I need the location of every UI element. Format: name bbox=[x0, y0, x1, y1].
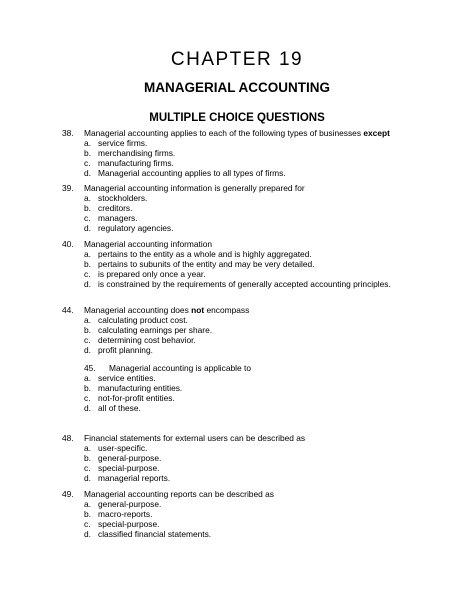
option-b: b. manufacturing entities. bbox=[84, 383, 183, 394]
option-b: b. merchandising firms. bbox=[84, 148, 176, 159]
option-d: d. all of these. bbox=[84, 402, 141, 413]
question-number: 49. bbox=[62, 489, 74, 499]
question-38 bbox=[0, 129, 474, 178]
option-b: b. macro-reports. bbox=[84, 509, 153, 520]
option-d: d. regulatory agencies. bbox=[84, 222, 174, 233]
option-b: b. calculating earnings per share. bbox=[84, 325, 213, 336]
option-a: a. user-specific. bbox=[84, 443, 148, 454]
question-stem: Managerial accounting does not encompass bbox=[84, 305, 250, 315]
option-b: b. general-purpose. bbox=[84, 453, 162, 464]
section-heading: MULTIPLE CHOICE QUESTIONS bbox=[149, 112, 325, 124]
option-d: d. managerial reports. bbox=[84, 472, 171, 483]
chapter-title: CHAPTER 19 bbox=[170, 49, 304, 70]
question-number: 38. bbox=[62, 128, 74, 138]
question-49 bbox=[0, 490, 474, 539]
question-stem: Managerial accounting information bbox=[84, 239, 213, 249]
option-a: a. service entities. bbox=[84, 373, 156, 384]
option-a: a. pertains to the entity as a whole and is highly aggregated. bbox=[84, 249, 312, 260]
option-a: a. general-purpose. bbox=[84, 499, 162, 510]
option-b: b. creditors. bbox=[84, 203, 133, 214]
option-c: c. not-for-profit entities. bbox=[84, 392, 175, 403]
option-a: a. stockholders. bbox=[84, 193, 148, 204]
question-48 bbox=[0, 434, 474, 483]
question-40 bbox=[0, 240, 474, 289]
option-c: c. special-purpose. bbox=[84, 518, 160, 529]
question-stem: Managerial accounting information is generally prepared for bbox=[84, 183, 305, 193]
question-stem: Managerial accounting applies to each of the following types of businesses except bbox=[84, 128, 390, 138]
option-c: c. manufacturing firms. bbox=[84, 157, 174, 168]
question-number: 39. bbox=[62, 183, 74, 193]
question-number: 40. bbox=[62, 239, 74, 249]
question-39 bbox=[0, 184, 474, 233]
question-stem: Managerial accounting reports can be described as bbox=[84, 489, 274, 499]
option-c: c. is prepared only once a year. bbox=[84, 268, 206, 279]
chapter-subtitle: MANAGERIAL ACCOUNTING bbox=[144, 80, 330, 95]
option-d: d. is constrained by the requirements of generally accepted accounting principles. bbox=[84, 278, 391, 289]
question-44 bbox=[0, 306, 474, 355]
option-a: a. calculating product cost. bbox=[84, 315, 188, 326]
question-stem: Managerial accounting is applicable to bbox=[109, 363, 251, 373]
question-number: 45. bbox=[84, 363, 96, 373]
option-d: d. classified financial statements. bbox=[84, 528, 212, 539]
question-stem: Financial statements for external users can be described as bbox=[84, 433, 306, 443]
option-c: c. managers. bbox=[84, 212, 138, 223]
option-c: c. determining cost behavior. bbox=[84, 334, 196, 345]
option-c: c. special-purpose. bbox=[84, 462, 160, 473]
question-number: 48. bbox=[62, 433, 74, 443]
option-b: b. pertains to subunits of the entity and may be very detailed. bbox=[84, 259, 315, 270]
option-a: a. service firms. bbox=[84, 138, 148, 149]
question-number: 44. bbox=[62, 305, 74, 315]
question-45 bbox=[0, 364, 474, 413]
option-d: d. profit planning. bbox=[84, 344, 153, 355]
option-d: d. Managerial accounting applies to all types of firms. bbox=[84, 167, 286, 178]
